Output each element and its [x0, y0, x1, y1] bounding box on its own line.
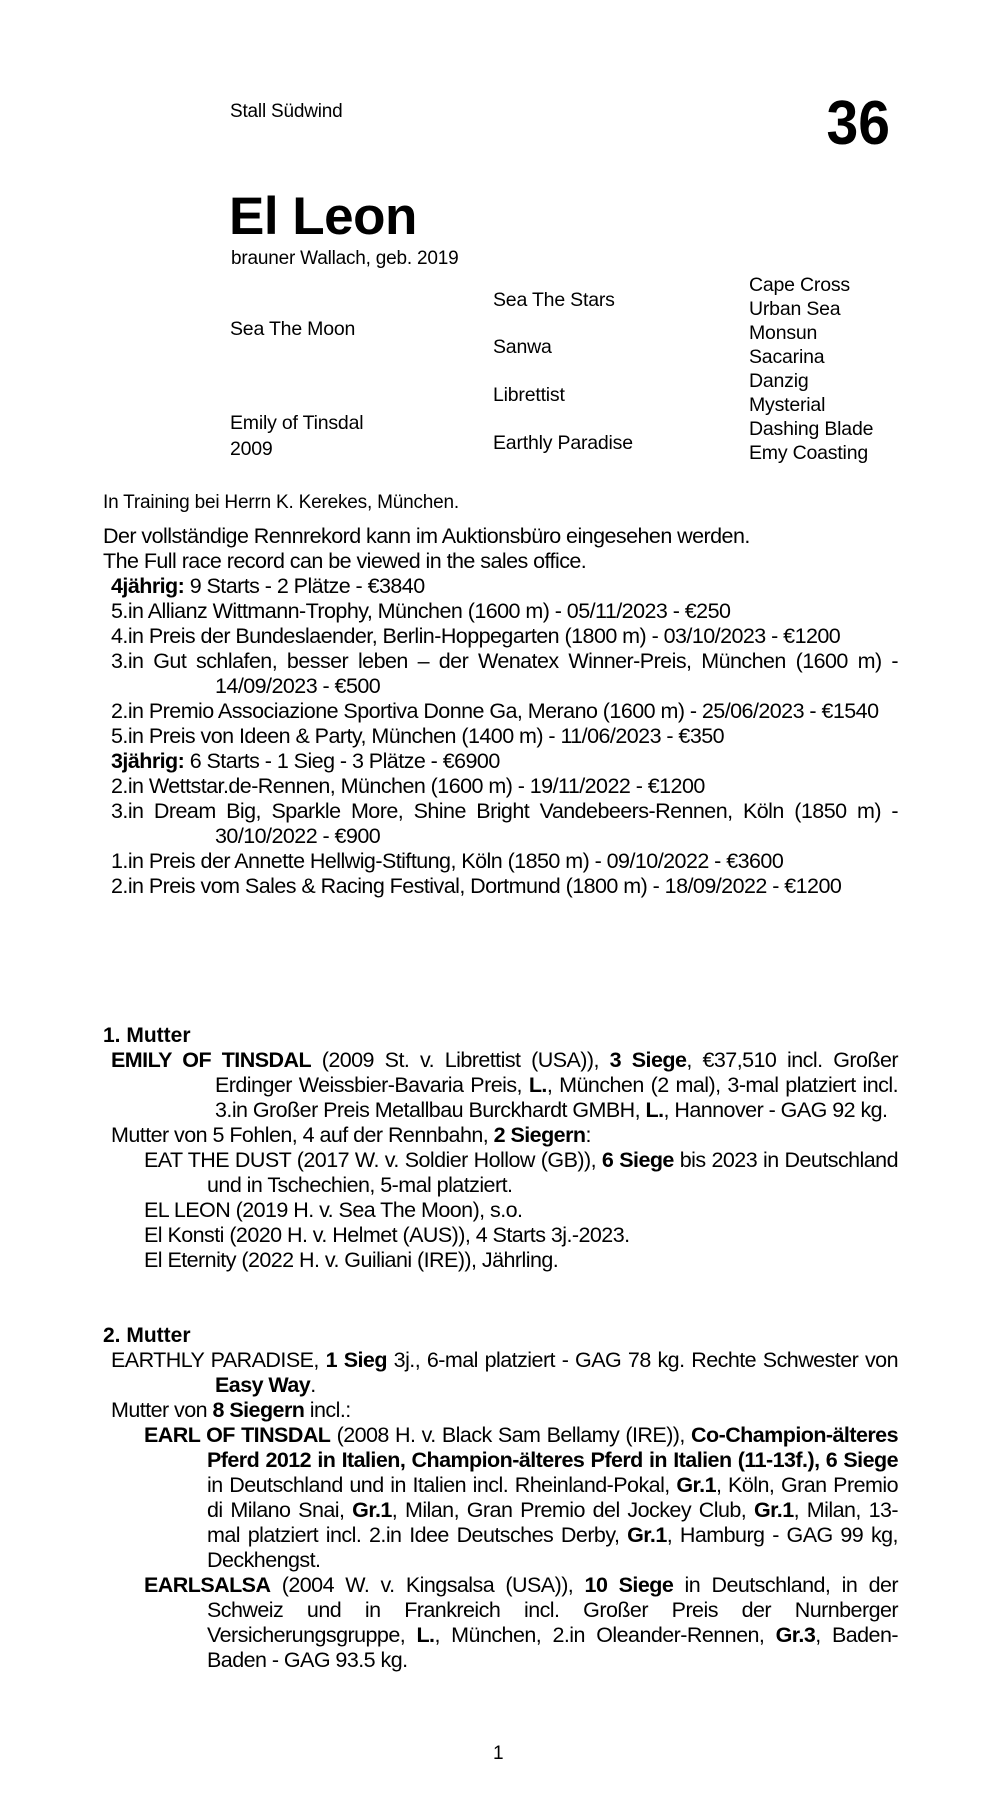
foal-entry [103, 1198, 898, 1223]
second-dam-entry [103, 1348, 898, 1398]
race-entry: 2.in Wettstar.de-Rennen, München (1600 m) - 19/11/2022 - €1200 [111, 774, 705, 798]
pedigree-dam: Emily of Tinsdal [230, 412, 364, 434]
text: in Deutschland und in Italien incl. Rheinland-Pokal, [207, 1473, 677, 1497]
pedigree-great-grandparent: Mysterial [749, 394, 826, 416]
record-note-de: Der vollständige Rennrekord kann im Auktionsbüro eingesehen werden. [103, 524, 750, 548]
text: EARTHLY PARADISE, [111, 1348, 326, 1372]
bold-text: Co-Champion-älteres Pferd 2012 in Italien, Champion-älteres Pferd in Italien (11-13f.), 6 Siege [207, 1423, 898, 1472]
text: , €37,510 incl. Großer Erdinger Weissbier-Bavaria Preis, [215, 1048, 898, 1097]
age-label: 3jährig: [111, 749, 185, 773]
bold-text: Gr.1 [352, 1498, 392, 1522]
horse-description: brauner Wallach, geb. 2019 [231, 248, 459, 269]
pedigree-great-grandparent: Danzig [749, 370, 809, 392]
race-year-summary [103, 574, 898, 599]
pedigree-great-grandparent: Dashing Blade [749, 418, 874, 440]
record-note-en: The Full race record can be viewed in the sales office. [103, 549, 587, 573]
text: , Milan, 13-mal platziert incl. 2.in Idee Deutsches Derby, [207, 1498, 898, 1547]
foal-entry [103, 1248, 898, 1273]
pedigree-grandparent: Librettist [493, 384, 565, 406]
race-entry: 3.in Gut schlafen, besser leben – der Wenatex Winner-Preis, München (1600 m) - 14/09/2023 - €500 [111, 649, 898, 698]
race-entry: 2.in Preis vom Sales & Racing Festival, Dortmund (1800 m) - 18/09/2022 - €1200 [111, 874, 842, 898]
pedigree-grandparent: Earthly Paradise [493, 432, 633, 454]
text: 3j., 6-mal platziert - GAG 78 kg. Rechte Schwester von [386, 1348, 898, 1372]
race-record-years [103, 574, 898, 899]
text: , München, 2.in Oleander-Rennen, [434, 1623, 776, 1647]
race-entry: 4.in Preis der Bundeslaender, Berlin-Hoppegarten (1800 m) - 03/10/2023 - €1200 [111, 624, 841, 648]
text: , Köln, Gran Premio di Milano Snai, [207, 1473, 898, 1522]
text: , Hannover - GAG 92 kg. [663, 1098, 888, 1122]
race-record [103, 524, 898, 899]
foal-entry [103, 1223, 898, 1248]
bold-text: Gr.1 [627, 1523, 667, 1547]
age-label: 4jährig: [111, 574, 185, 598]
bold-text: L. [645, 1098, 664, 1122]
sibling-entry [103, 1573, 898, 1673]
race-entry: 5.in Allianz Wittmann-Trophy, München (1600 m) - 05/11/2023 - €250 [111, 599, 731, 623]
bold-text: 2 Siegern [493, 1123, 586, 1147]
bold-text: Gr.1 [753, 1498, 794, 1522]
text: EAT THE DUST (2017 W. v. Soldier Hollow (GB)), [144, 1148, 602, 1172]
pedigree-dam-year: 2009 [230, 438, 273, 460]
bold-text: L. [416, 1623, 435, 1647]
first-dam-section [103, 1023, 898, 1273]
pedigree-great-grandparent: Sacarina [749, 346, 825, 368]
first-dam-entry [103, 1048, 898, 1123]
pedigree-sire: Sea The Moon [230, 318, 356, 340]
race-entry: 2.in Premio Associazione Sportiva Donne Ga, Merano (1600 m) - 25/06/2023 - €1540 [111, 699, 879, 723]
sibling-entry [103, 1423, 898, 1573]
bold-text: 10 Siege [584, 1573, 674, 1597]
trainer-info: In Training bei Herrn K. Kerekes, München. [103, 492, 459, 513]
text: . [310, 1373, 316, 1397]
pedigree-grandparent: Sea The Stars [493, 289, 615, 311]
bold-text: EARL OF TINSDAL [144, 1423, 331, 1447]
bold-text: Easy Way [215, 1373, 311, 1397]
pedigree-grandparent: Sanwa [493, 336, 552, 358]
bold-text: Gr.3 [775, 1623, 816, 1647]
bold-text: Gr.1 [676, 1473, 716, 1497]
bold-text: 8 Siegern [212, 1398, 305, 1422]
race-entry: 5.in Preis von Ideen & Party, München (1400 m) - 11/06/2023 - €350 [111, 724, 725, 748]
text: in Deutschland, in der Schweiz und in Frankreich incl. Großer Preis der Nurnberger Versicherungsgruppe, [207, 1573, 898, 1647]
bold-text: 1 Sieg [325, 1348, 387, 1372]
owner-name: Stall Südwind [230, 101, 343, 122]
text: : [585, 1123, 591, 1147]
text: (2009 St. v. Librettist (USA)), [311, 1048, 610, 1072]
text: Mutter von 5 Fohlen, 4 auf der Rennbahn, [111, 1123, 494, 1147]
race-entry: 1.in Preis der Annette Hellwig-Stiftung, Köln (1850 m) - 09/10/2022 - €3600 [111, 849, 784, 873]
second-dam-title: 2. Mutter [103, 1324, 191, 1347]
lot-number: 36 [826, 89, 890, 158]
text: El Konsti (2020 H. v. Helmet (AUS)), 4 Starts 3j.-2023. [144, 1223, 630, 1247]
race-year-summary [103, 749, 898, 774]
text: , München (2 mal), 3-mal platziert incl. 3.in Großer Preis Metallbau Burckhardt GMBH, [215, 1073, 898, 1122]
text: El Eternity (2022 H. v. Guiliani (IRE)), Jährling. [144, 1248, 559, 1272]
horse-name: El Leon [229, 187, 417, 246]
page-number: 1 [493, 1743, 504, 1764]
bold-text: EMILY OF TINSDAL [111, 1048, 312, 1072]
pedigree-great-grandparent: Cape Cross [749, 274, 850, 296]
bold-text: EARLSALSA [144, 1573, 271, 1597]
bold-text: 3 Siege [609, 1048, 687, 1072]
year-summary: 6 Starts - 1 Sieg - 3 Plätze - €6900 [184, 749, 500, 773]
pedigree-great-grandparent: Monsun [749, 322, 818, 344]
foal-entry [103, 1148, 898, 1198]
second-dam-section [103, 1323, 898, 1673]
text: Mutter von [111, 1398, 213, 1422]
text: , Hamburg - GAG 99 kg, Deckhengst. [207, 1523, 898, 1572]
first-dam-title: 1. Mutter [103, 1024, 191, 1047]
text: , Baden-Baden - GAG 93.5 kg. [207, 1623, 898, 1672]
bold-text: L. [528, 1073, 547, 1097]
text: bis 2023 in Deutschland und in Tschechien, 5-mal platziert. [207, 1148, 898, 1197]
text: incl.: [304, 1398, 351, 1422]
first-dam-produce-summary [103, 1123, 898, 1148]
pedigree-great-grandparent: Urban Sea [749, 298, 841, 320]
year-summary: 9 Starts - 2 Plätze - €3840 [184, 574, 425, 598]
race-entry: 3.in Dream Big, Sparkle More, Shine Bright Vandebeers-Rennen, Köln (1850 m) - 30/10/2022 - €900 [111, 799, 898, 848]
text: EL LEON (2019 H. v. Sea The Moon), s.o. [144, 1198, 523, 1222]
pedigree-great-grandparents [749, 273, 873, 465]
first-dam-foals [103, 1148, 898, 1273]
text: (2004 W. v. Kingsalsa (USA)), [270, 1573, 585, 1597]
text: , Milan, Gran Premio del Jockey Club, [391, 1498, 754, 1522]
second-dam-highlights [103, 1423, 898, 1673]
second-dam-produce-summary [103, 1398, 898, 1423]
text: (2008 H. v. Black Sam Bellamy (IRE)), [330, 1423, 692, 1447]
bold-text: 6 Siege [601, 1148, 674, 1172]
pedigree-great-grandparent: Emy Coasting [749, 442, 868, 464]
